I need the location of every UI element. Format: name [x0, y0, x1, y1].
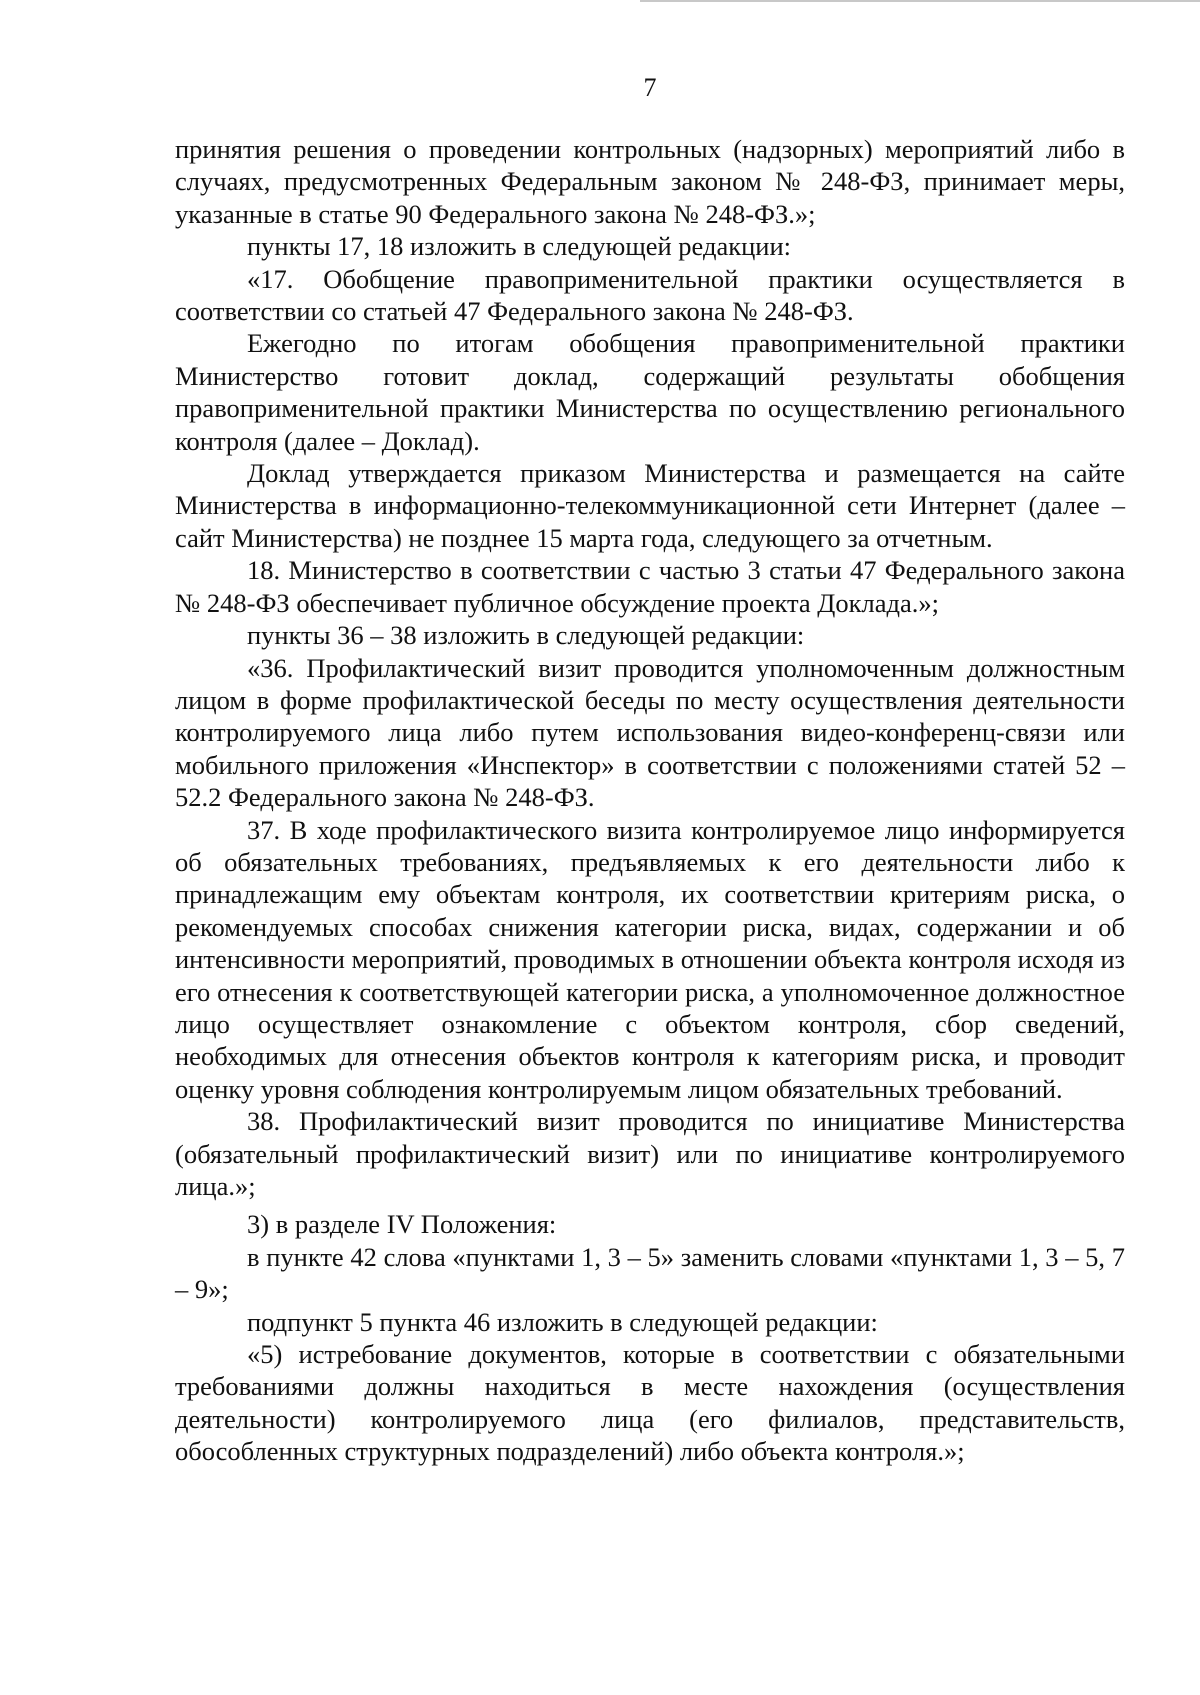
paragraph-item-17: «17. Обобщение правоприменительной практики осуществляется в соответствии со статьей 47 Федерального закона № 248-ФЗ.	[175, 263, 1125, 327]
paragraph-item-36: «36. Профилактический визит проводится уполномоченным должностным лицом в форме профилактической беседы по месту осуществления деятельности контролируемого лица либо путем использования видео-конференц-связи или мобильного приложения «Инспектор» в соответствии с положениями статей 52 – 52.2 Федерального закона № 248-ФЗ.	[175, 652, 1125, 813]
paragraph-continuation: принятия решения о проведении контрольных (надзорных) мероприятий либо в случаях, предусмотренных Федеральным законом № 248-ФЗ, принимает меры, указанные в статье 90 Федерального закона № 248-ФЗ.»;	[175, 134, 1125, 229]
paragraph-items-36-38-intro: пункты 36 – 38 изложить в следующей редакции:	[247, 620, 805, 651]
paragraph-items-17-18-intro: пункты 17, 18 изложить в следующей редакции:	[247, 231, 792, 262]
paragraph-item-18: 18. Министерство в соответствии с частью 3 статьи 47 Федерального закона № 248-ФЗ обеспечивает публичное обсуждение проекта Доклада.»;	[175, 555, 1125, 618]
paragraph-annual-report: Ежегодно по итогам обобщения правоприменительной практики Министерство готовит доклад, содержащий результаты обобщения правоприменительной практики Министерства по осуществлению регионального контроля (далее – Доклад).	[175, 328, 1125, 456]
page-number: 7	[643, 73, 657, 102]
paragraph-subitem-5: «5) истребование документов, которые в соответствии с обязательными требованиями должны находиться в месте нахождения (осуществления деятельности) контролируемого лица (его филиалов, представительств, обособленных структурных подразделений) либо объекта контроля.»;	[175, 1339, 1125, 1467]
scan-edge-line	[640, 0, 1200, 2]
document-body	[175, 133, 1125, 1468]
paragraph-item-42: в пункте 42 слова «пунктами 1, 3 – 5» заменить словами «пунктами 1, 3 – 5, 7 – 9»;	[175, 1241, 1125, 1305]
paragraph-item-37: 37. В ходе профилактического визита контролируемое лицо информируется об обязательных требованиях, предъявляемых к его деятельности либо к принадлежащим ему объектам контроля, их соответствии критериям риска, о рекомендуемых способах снижения категории риска, видах, содержании и об интенсивности мероприятий, проводимых в отношении объекта контроля исходя из его отнесения к соответствующей категории риска, а уполномоченное должностное лицо осуществляет ознакомление с объектом контроля, сбор сведений, необходимых для отнесения объектов контроля к категориям риска, и проводит оценку уровня соблюдения контролируемым лицом обязательных требований.	[175, 814, 1125, 1104]
paragraph-item-46-intro: подпункт 5 пункта 46 изложить в следующей редакции:	[247, 1306, 878, 1337]
paragraph-section-iv: 3) в разделе IV Положения:	[247, 1209, 557, 1240]
paragraph-report-approval: Доклад утверждается приказом Министерства и размещается на сайте Министерства в информационно-телекоммуникационной сети Интернет (далее – сайт Министерства) не позднее 15 марта года, следующего за отчетным.	[175, 458, 1125, 553]
paragraph-item-38: 38. Профилактический визит проводится по инициативе Министерства (обязательный профилактический визит) или по инициативе контролируемого лица.»;	[175, 1106, 1125, 1201]
